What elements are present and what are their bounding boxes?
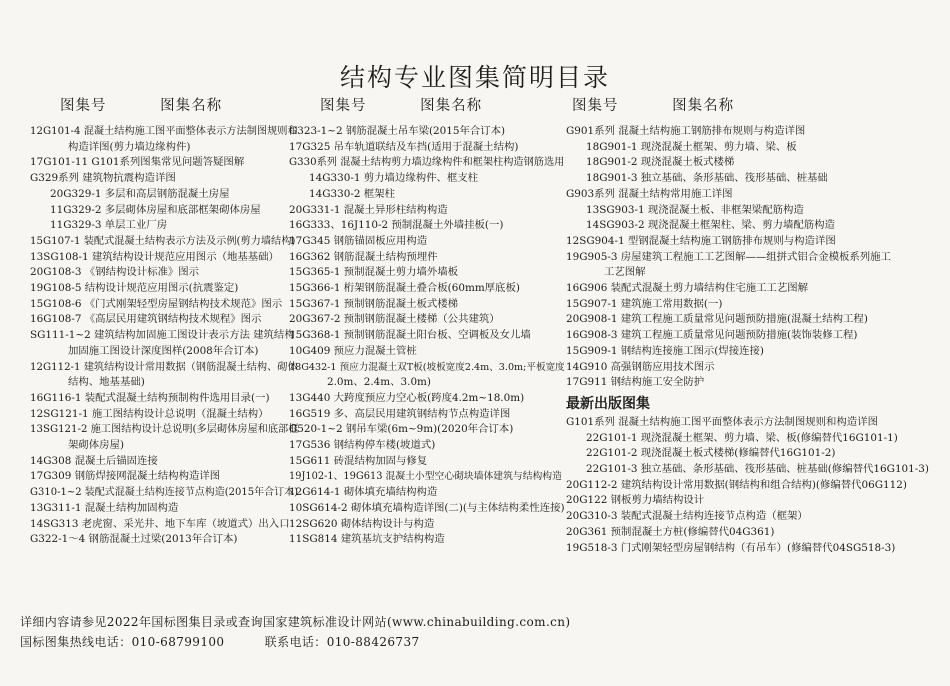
catalog-entry: 11G329-3 单层工业厂房	[50, 219, 168, 232]
catalog-entry: 14G330-1 剪力墙边缘构件、框支柱	[309, 172, 479, 185]
catalog-entry: 结构、地基基础)	[68, 376, 145, 389]
catalog-entry: 15G366-1 桁架钢筋混凝土叠合板(60mm厚底板)	[289, 282, 520, 295]
col3-header	[572, 94, 734, 115]
catalog-entry: G101系列 混凝土结构施工图平面整体表示方法制图规则和构造详图	[566, 415, 878, 428]
catalog-column-3	[566, 124, 936, 556]
catalog-entry: G901系列 混凝土结构施工钢筋排布规则与构造详图	[566, 125, 806, 137]
catalog-entry: 20G367-2 预制钢筋混凝土楼梯（公共建筑）	[289, 313, 500, 326]
catalog-entry: 13G440 大跨度预应力空心板(跨度4.2m~18.0m)	[289, 391, 525, 404]
catalog-entry: 20G310-3 装配式混凝土结构连接节点构造（框架）	[566, 510, 808, 523]
catalog-entry: 14G330-2 框架柱	[309, 187, 395, 200]
catalog-entry: 20G108-3 《钢结构设计标准》图示	[30, 266, 200, 279]
catalog-entry: 20G908-1 建筑工程施工质量常见问题预防措施(混凝土结构工程)	[566, 313, 868, 326]
catalog-entry: G330系列 混凝土结构剪力墙边缘构件和框架柱构造钢筋选用	[289, 157, 565, 169]
contact-number: 010-88426737	[326, 635, 420, 649]
catalog-entry: SG111-1~2 建筑结构加固施工图设计表示方法 建筑结构	[30, 329, 295, 342]
catalog-entry: G322-1～4 钢筋混凝土过梁(2013年合订本)	[30, 533, 238, 546]
contact-label: 联系电话：	[264, 635, 327, 649]
footer-website-note: 详细内容请参见2022年国标图集目录或查询国家建筑标准设计网站(www.chinabuilding.com.cn)	[20, 615, 571, 629]
catalog-entry: 20G331-1 混凝土异形柱结构构造	[289, 203, 448, 216]
catalog-entry: G520-1~2 钢吊车梁(6m~9m)(2020年合订本)	[289, 423, 514, 436]
catalog-entry: 12SG904-1 型钢混凝土结构施工钢筋排布规则与构造详图	[566, 234, 836, 247]
catalog-entry: 20G329-1 多层和高层钢筋混凝土房屋	[50, 187, 230, 200]
catalog-entry: 10SG614-2 砌体填充墙构造详图(二)(与主体结构柔性连接)	[289, 501, 565, 514]
footer	[20, 612, 571, 652]
page-title: 结构专业图集简明目录	[339, 63, 610, 92]
catalog-entry: 15G907-1 建筑施工常用数据(一)	[566, 297, 723, 310]
catalog-entry: 20G112-2 建筑结构设计常用数据(钢结构和组合结构)(修编替代06G112)	[566, 478, 907, 491]
catalog-entry: 12G614-1 砌体填充墙结构构造	[289, 486, 438, 499]
catalog-entry: 14G910 高强钢筋应用技术图示	[566, 360, 715, 373]
catalog-entry: 22G101-1 现浇混凝土框架、剪力墙、梁、板(修编替代16G101-1)	[586, 431, 898, 444]
catalog-entry: 15G909-1 钢结构连接施工图示(焊接连接)	[566, 344, 764, 357]
catalog-entry: 15G365-1 预制混凝土剪力墙外墙板	[289, 266, 459, 279]
catalog-entry: 12SG121-1 施工图结构设计总说明（混凝土结构）	[30, 407, 269, 420]
catalog-entry: 20G122 钢板剪力墙结构设计	[566, 494, 705, 507]
catalog-entry: 13SG121-2 施工图结构设计总说明(多层砌体房屋和底部框	[30, 424, 299, 436]
hotline-label: 国标图集热线电话：	[20, 635, 132, 649]
catalog-entry: 16G333、16J110-2 预制混凝土外墙挂板(一)	[289, 219, 504, 232]
col1-header	[60, 94, 222, 115]
newest-section-heading: 最新出版图集	[566, 395, 650, 412]
catalog-entry: 13SG108-1 建筑结构设计规范应用图示（地基基础）	[30, 250, 279, 263]
catalog-entry: 16G906 装配式混凝土剪力墙结构住宅施工工艺图解	[566, 282, 809, 295]
catalog-entry: G903系列 混凝土结构常用施工详图	[566, 187, 733, 200]
catalog-entry: 12SG620 砌体结构设计与构造	[289, 517, 435, 530]
catalog-entry: 构造详图(剪力墙边缘构件)	[68, 140, 191, 153]
catalog-entry: 19G108-5 结构设计规范应用图示(抗震鉴定)	[30, 282, 239, 295]
col3-header-name: 图集名称	[672, 98, 735, 114]
catalog-entry: 15G107-1 装配式混凝土结构表示方法及示例(剪力墙结构)	[30, 235, 296, 247]
catalog-entry: G310-1~2 装配式混凝土结构连接节点构造(2015年合订本)	[30, 487, 298, 499]
col3-header-num: 图集号	[572, 98, 619, 114]
catalog-entry: 19G905-3 房屋建筑工程施工工艺图解——组拼式铝合金模板系列施工	[566, 250, 891, 263]
catalog-column-1	[30, 124, 298, 548]
catalog-entry: 17G101-11 G101系列图集常见问题答疑图解	[30, 156, 245, 169]
col2-header	[320, 94, 482, 115]
catalog-entry: 12G112-1 建筑结构设计常用数据（钢筋混凝土结构、砌体	[30, 361, 298, 373]
catalog-entry: 18G432-1 预应力混凝土双T板(坡板宽度2.4m、3.0m;平板宽度	[289, 361, 565, 373]
catalog-entry: 19J102-1、19G613 混凝土小型空心砌块墙体建筑与结构构造	[289, 471, 562, 483]
catalog-entry: 20G361 预制混凝土方桩(修编替代04G361)	[566, 525, 775, 538]
catalog-entry: 加固施工图设计深度图样(2008年合订本)	[68, 344, 259, 357]
catalog-entry: 14SG313 老虎窗、采光井、地下车库（坡道式）出入口	[30, 517, 290, 530]
col2-header-name: 图集名称	[420, 98, 483, 114]
footer-phones	[20, 632, 571, 652]
catalog-entry: 15G108-6 《门式刚架轻型房屋钢结构技术规范》图示	[30, 297, 283, 310]
catalog-entry: 16G519 多、高层民用建筑钢结构节点构造详图	[289, 407, 511, 420]
col1-header-name: 图集名称	[160, 98, 223, 114]
catalog-entry: 13G311-1 混凝土结构加固构造	[30, 501, 179, 514]
catalog-entry: 2.0m、2.4m、3.0m)	[327, 376, 431, 389]
catalog-entry: 18G901-1 现浇混凝土框架、剪力墙、梁、板	[586, 140, 797, 153]
catalog-column-2	[289, 124, 567, 548]
catalog-entry: 16G908-3 建筑工程施工质量常见问题预防措施(装饰装修工程)	[566, 329, 858, 342]
catalog-entry: 19G518-3 门式刚架轻型房屋钢结构（有吊车）(修编替代04SG518-3)	[566, 541, 896, 554]
catalog-entry: 11SG814 建筑基坑支护结构构造	[289, 533, 445, 546]
catalog-entry: 17G345 钢筋锚固板应用构造	[289, 234, 428, 247]
catalog-entry: 15G368-1 预制钢筋混凝土阳台板、空调板及女儿墙	[289, 329, 531, 342]
catalog-entry: 16G108-7 《高层民用建筑钢结构技术规程》图示	[30, 313, 262, 326]
catalog-entry: 17G536 钢结构停车楼(坡道式)	[289, 439, 436, 452]
hotline-number: 010-68799100	[131, 635, 225, 649]
col1-header-num: 图集号	[60, 98, 107, 114]
catalog-entry: G329系列 建筑物抗震构造详图	[30, 172, 176, 185]
catalog-entry: 17G309 钢筋焊接网混凝土结构构造详图	[30, 470, 221, 483]
catalog-entry: 14SG903-2 现浇混凝土框架柱、梁、剪力墙配筋构造	[586, 219, 835, 232]
catalog-entry: 22G101-2 现浇混凝土板式楼梯(修编替代16G101-2)	[586, 447, 836, 460]
catalog-entry: 14G308 混凝土后锚固连接	[30, 454, 158, 467]
catalog-entry: 架砌体房屋)	[68, 439, 125, 452]
catalog-entry: 11G329-2 多层砌体房屋和底部框架砌体房屋	[50, 203, 261, 216]
col2-header-num: 图集号	[320, 98, 367, 114]
catalog-entry: 16G362 钢筋混凝土结构预埋件	[289, 250, 438, 263]
catalog-entry: 18G901-3 独立基础、条形基础、筏形基础、桩基础	[586, 172, 828, 185]
catalog-entry: 17G325 吊车轨道联结及车挡(适用于混凝土结构)	[289, 140, 519, 153]
catalog-entry: 12G101-4 混凝土结构施工图平面整体表示方法制图规则和	[30, 126, 298, 137]
catalog-entry: 13SG903-1 现浇混凝土板、非框架梁配筋构造	[586, 203, 804, 216]
catalog-entry: 10G409 预应力混凝土管桩	[289, 344, 417, 357]
catalog-entry: 17G911 钢结构施工安全防护	[566, 376, 705, 389]
catalog-entry: 15G611 砖混结构加固与修复	[289, 454, 428, 467]
catalog-entry: 工艺图解	[604, 266, 646, 279]
catalog-entry: G323-1~2 钢筋混凝土吊车梁(2015年合订本)	[289, 125, 506, 137]
catalog-entry: 15G367-1 预制钢筋混凝土板式楼梯	[289, 297, 459, 310]
catalog-entry: 18G901-2 现浇混凝土板式楼梯	[586, 156, 735, 169]
catalog-entry: 16G116-1 装配式混凝土结构预制构件选用目录(一)	[30, 391, 270, 404]
catalog-entry: 22G101-3 独立基础、条形基础、筏形基础、桩基础(修编替代16G101-3)	[586, 463, 929, 476]
